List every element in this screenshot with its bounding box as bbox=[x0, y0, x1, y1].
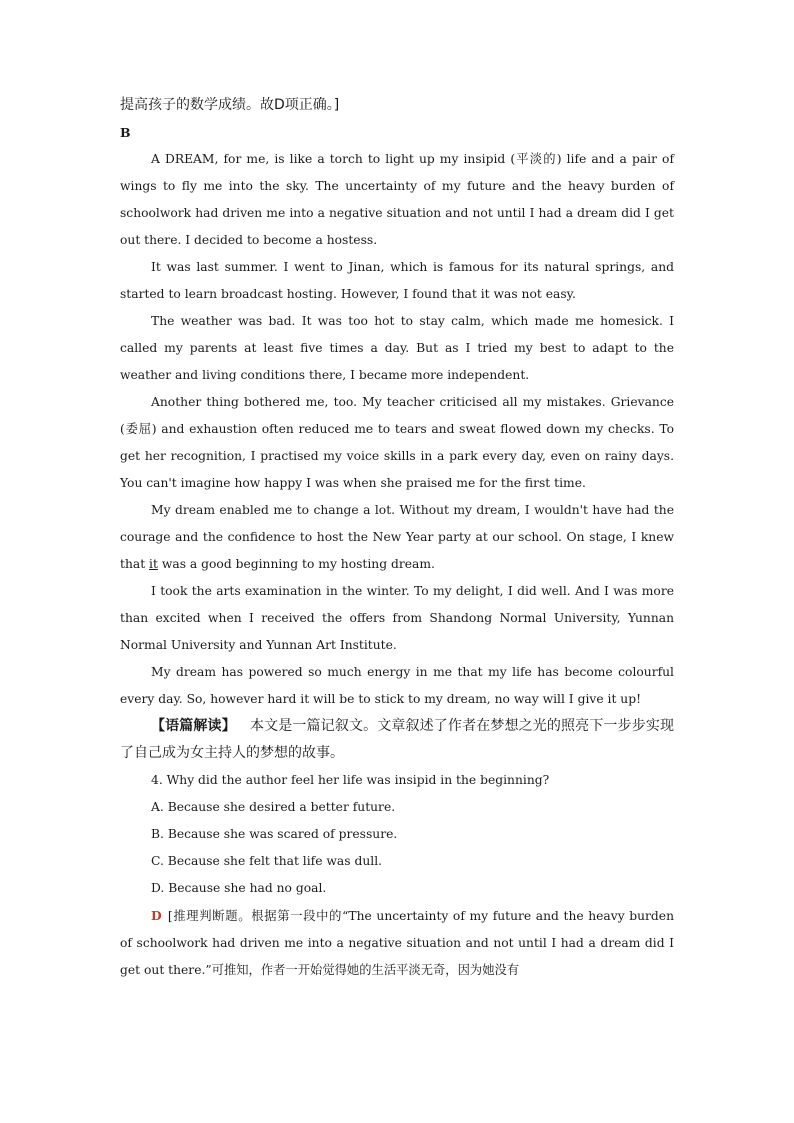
analysis-paragraph bbox=[120, 713, 674, 767]
passage-paragraph-7: My dream has powered so much energy in me that my life has become colourful every day. So, however hard it will be to stick to my dream, no way will I give it up! bbox=[120, 665, 674, 706]
p5-text-before: My dream enabled me to change a lot. Without my dream, I wouldn't have had the courage and the confidence to host the New Year party at our school. On stage, I knew that bbox=[120, 503, 674, 571]
lead-fragment: 提高孩子的数学成绩。故D项正确。] bbox=[120, 97, 340, 113]
option-c: C. Because she felt that life was dull. bbox=[151, 854, 383, 868]
passage-paragraph-2: It was last summer. I went to Jinan, which is famous for its natural springs, and started to learn broadcast hosting. However, I found that it was not easy. bbox=[120, 260, 674, 301]
passage-paragraph-4: Another thing bothered me, too. My teacher criticised all my mistakes. Grievance (委屈) and exhaustion often reduced me to tears and sweat flowed down my checks. To get her recognition, I practised my voice skills in a park every day, even on rainy days. You can't imagine how happy I was when she praised me for the first time. bbox=[120, 395, 674, 490]
document-page bbox=[120, 92, 674, 984]
question-stem: 4. Why did the author feel her life was insipid in the beginning? bbox=[151, 773, 550, 787]
passage-paragraph-1: A DREAM, for me, is like a torch to light up my insipid (平淡的) life and a pair of wings to fly me into the sky. The uncertainty of my future and the heavy burden of schoolwork had driven me into a negative situation and not until I had a dream did I get out there. I decided to become a hostess. bbox=[120, 152, 674, 247]
section-label: B bbox=[120, 125, 131, 140]
passage-paragraph-5 bbox=[120, 497, 674, 578]
option-b: B. Because she was scared of pressure. bbox=[151, 827, 398, 841]
p5-underlined-word: it bbox=[149, 557, 158, 571]
passage-paragraph-3: The weather was bad. It was too hot to stay calm, which made me homesick. I called my parents at least five times a day. But as I tried my best to adapt to the weather and living conditions there, I became more independent. bbox=[120, 314, 674, 382]
p5-text-after: was a good beginning to my hosting dream. bbox=[157, 557, 435, 571]
passage-paragraph-6: I took the arts examination in the winter. To my delight, I did well. And I was more than excited when I received the offers from Shandong Normal University, Yunnan Normal University and Yunnan Art Institute. bbox=[120, 584, 674, 652]
answer-letter: D bbox=[151, 908, 162, 923]
answer-explanation: [推理判断题。根据第一段中的“The uncertainty of my future and the heavy burden of schoolwork had driven me into a negative situation and not until I had a dream did I get out there.”可推知，作者一开始觉得她的生活平淡无奇，因为她没有 bbox=[120, 909, 674, 977]
option-a: A. Because she desired a better future. bbox=[151, 800, 396, 814]
analysis-label: 【语篇解读】 bbox=[151, 718, 236, 734]
answer-paragraph bbox=[120, 902, 674, 984]
option-d: D. Because she had no goal. bbox=[151, 881, 327, 895]
analysis-text: 本文是一篇记叙文。文章叙述了作者在梦想之光的照亮下一步步实现了自己成为女主持人的梦想的故事。 bbox=[120, 718, 675, 761]
